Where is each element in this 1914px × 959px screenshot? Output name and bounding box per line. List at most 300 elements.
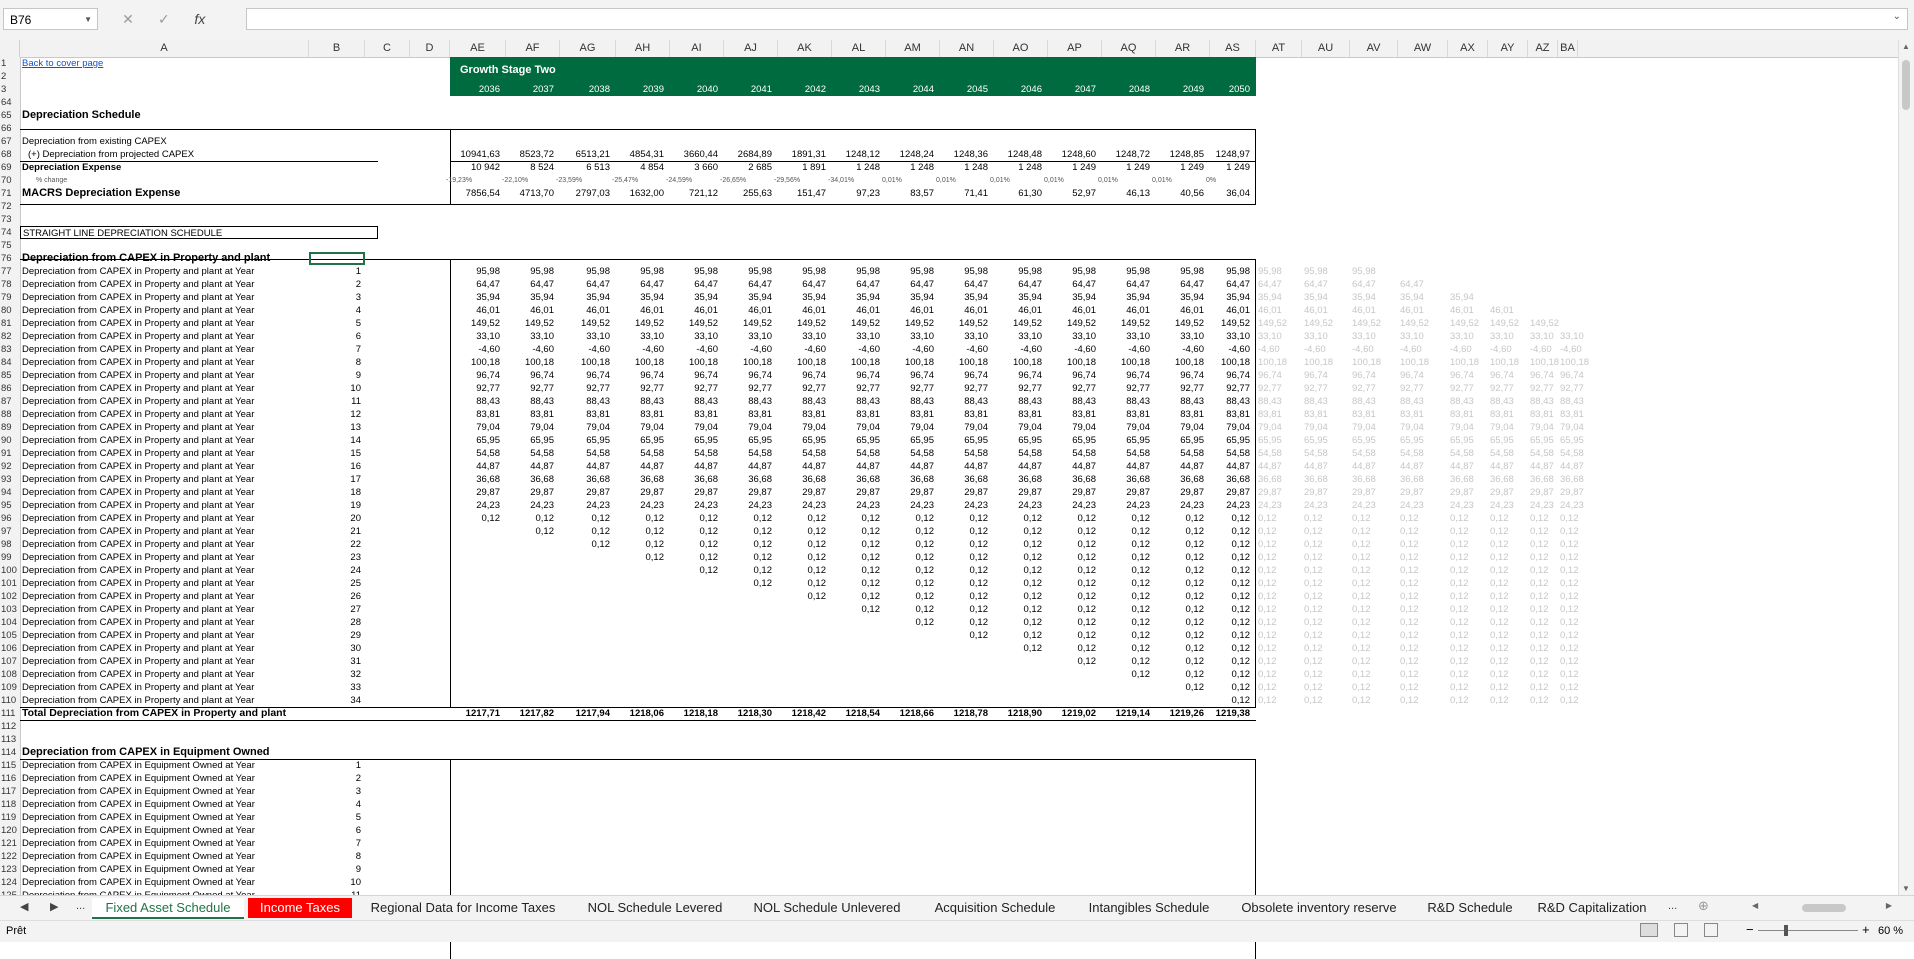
pp-row-label: Depreciation from CAPEX in Property and plant at Year (22, 448, 255, 459)
row-header[interactable]: 118 (1, 799, 17, 810)
column-header-ba[interactable]: BA (1558, 40, 1578, 57)
pp-value: 79,04 (476, 422, 500, 433)
row-header[interactable]: 84 (1, 357, 12, 368)
row-header[interactable]: 72 (1, 201, 12, 212)
pp-projection-value: 0,12 (1352, 539, 1371, 550)
pp-projection-value: 29,87 (1530, 487, 1554, 498)
vertical-scrollbar[interactable] (1898, 40, 1914, 895)
pp-value: 33,10 (530, 331, 554, 342)
pp-value: 35,94 (910, 292, 934, 303)
row-header[interactable]: 110 (1, 695, 17, 706)
column-header-aj[interactable]: AJ (724, 40, 778, 57)
pp-row-label: Depreciation from CAPEX in Property and plant at Year (22, 539, 255, 550)
pp-projection-value: 0,12 (1400, 578, 1419, 589)
row-header[interactable]: 116 (1, 773, 17, 784)
pp-value: 100,18 (958, 357, 988, 368)
enter-icon[interactable]: ✓ (158, 11, 170, 27)
pp-value: 36,68 (586, 474, 610, 485)
pp-value: 35,94 (1072, 292, 1096, 303)
row-header[interactable]: 1 (1, 58, 7, 69)
pp-value: 0,12 (1231, 539, 1250, 550)
eq-row-year: 2 (355, 773, 361, 784)
pp-value: 54,58 (1180, 448, 1204, 459)
projected-capex-value: 1891,31 (791, 149, 826, 160)
tab-nol-schedule-levered[interactable]: NOL Schedule Levered (587, 900, 723, 915)
row-header[interactable]: 67 (1, 136, 12, 147)
row-header[interactable]: 88 (1, 409, 12, 420)
row-header[interactable]: 2 (1, 71, 7, 82)
add-sheet-icon[interactable]: ⊕ (1698, 898, 1709, 913)
row-header[interactable]: 114 (1, 747, 17, 758)
pp-projection-value: 44,87 (1304, 461, 1328, 472)
pp-value: 92,77 (530, 383, 554, 394)
row-header[interactable]: 92 (1, 461, 12, 472)
pp-value: 44,87 (910, 461, 934, 472)
column-header-an[interactable]: AN (940, 40, 994, 57)
column-header-az[interactable]: AZ (1528, 40, 1558, 57)
row-header[interactable]: 76 (1, 253, 12, 264)
row-header[interactable]: 82 (1, 331, 12, 342)
spreadsheet-grid[interactable] (20, 57, 1898, 895)
depreciation-expense-value: 1 248 (856, 162, 880, 173)
row-header[interactable]: 113 (1, 734, 17, 745)
eq-row-year: 9 (355, 864, 361, 875)
pp-value: 79,04 (802, 422, 826, 433)
pp-projection-value: 36,68 (1304, 474, 1328, 485)
macrs-value: 151,47 (796, 188, 826, 199)
column-header-af[interactable]: AF (506, 40, 560, 57)
row-header[interactable]: 106 (1, 643, 17, 654)
pp-projection-value: 83,81 (1258, 409, 1282, 420)
row-header[interactable]: 75 (1, 240, 12, 251)
column-header-ah[interactable]: AH (616, 40, 670, 57)
pp-value: 64,47 (1072, 279, 1096, 290)
column-header-aq[interactable]: AQ (1102, 40, 1156, 57)
pp-projection-value: 0,12 (1450, 565, 1469, 576)
column-header-ar[interactable]: AR (1156, 40, 1210, 57)
pp-projection-value: 95,98 (1352, 266, 1376, 277)
page-layout-view-icon[interactable] (1674, 923, 1688, 937)
pp-value: 0,12 (1185, 682, 1204, 693)
depreciation-expense-value: 8 524 (530, 162, 554, 173)
formula-input[interactable] (246, 8, 1908, 30)
row-header[interactable]: 86 (1, 383, 12, 394)
row-header[interactable]: 66 (1, 123, 12, 134)
scroll-thumb[interactable] (1902, 60, 1910, 110)
pp-value: 83,81 (748, 409, 772, 420)
pp-value: 83,81 (1180, 409, 1204, 420)
tab-r-d-schedule[interactable]: R&D Schedule (1427, 900, 1513, 915)
pp-row-label: Depreciation from CAPEX in Property and plant at Year (22, 630, 255, 641)
pp-value: 24,23 (1180, 500, 1204, 511)
column-header-d[interactable]: D (410, 40, 450, 57)
row-header[interactable]: 79 (1, 292, 12, 303)
pp-value: -4,60 (966, 344, 988, 355)
pp-projection-value: 0,12 (1530, 539, 1549, 550)
column-header-aw[interactable]: AW (1398, 40, 1448, 57)
row-header[interactable]: 103 (1, 604, 17, 615)
pp-projection-value: 0,12 (1490, 578, 1509, 589)
macrs-value: 61,30 (1018, 188, 1042, 199)
row-header[interactable]: 122 (1, 851, 17, 862)
column-header-ao[interactable]: AO (994, 40, 1048, 57)
back-to-cover-link[interactable]: Back to cover page (22, 58, 104, 69)
percent-change-value: -19,23% (446, 177, 473, 184)
pp-value: 95,98 (1180, 266, 1204, 277)
pp-value: 64,47 (1018, 279, 1042, 290)
column-header-ap[interactable]: AP (1048, 40, 1102, 57)
pp-row-label: Depreciation from CAPEX in Property and plant at Year (22, 370, 255, 381)
cancel-icon[interactable]: ✕ (122, 11, 134, 27)
percent-change-value: -23,59% (556, 177, 583, 184)
pp-value: 0,12 (1185, 630, 1204, 641)
pp-value: 54,58 (910, 448, 934, 459)
row-header[interactable]: 81 (1, 318, 12, 329)
tab-fixed-asset-schedule[interactable]: Fixed Asset Schedule (92, 898, 244, 919)
pp-value: 0,12 (915, 617, 934, 628)
pp-row-label: Depreciation from CAPEX in Property and plant at Year (22, 292, 255, 303)
normal-view-icon[interactable] (1640, 923, 1658, 937)
column-header-au[interactable]: AU (1302, 40, 1350, 57)
row-header[interactable]: 98 (1, 539, 12, 550)
row-header[interactable]: 102 (1, 591, 17, 602)
horizontal-scrollbar[interactable] (1752, 902, 1892, 914)
projected-capex-value: 8523,72 (519, 149, 554, 160)
pp-value: 100,18 (688, 357, 718, 368)
tab-r-d-capitalization[interactable]: R&D Capitalization (1537, 900, 1647, 915)
pp-projection-value: 29,87 (1400, 487, 1424, 498)
pp-value: 88,43 (476, 396, 500, 407)
zoom-in-icon[interactable]: + (1862, 922, 1870, 937)
pp-value: 149,52 (1220, 318, 1250, 329)
pp-total-value: 1217,82 (519, 708, 554, 719)
row-header[interactable]: 105 (1, 630, 17, 641)
pp-projection-value: 36,68 (1400, 474, 1424, 485)
percent-change-value: -29,56% (774, 177, 801, 184)
column-header-a[interactable]: A (20, 40, 309, 57)
pp-projection-value: 33,10 (1400, 331, 1424, 342)
pp-value: 0,12 (915, 604, 934, 615)
row-header[interactable]: 87 (1, 396, 12, 407)
column-header-am[interactable]: AM (886, 40, 940, 57)
row-header[interactable]: 74 (1, 227, 12, 238)
column-header-ai[interactable]: AI (670, 40, 724, 57)
pp-projection-value: 0,12 (1490, 552, 1509, 563)
pp-projection-value: 46,01 (1352, 305, 1376, 316)
pp-row-label: Depreciation from CAPEX in Property and plant at Year (22, 695, 255, 706)
row-header[interactable]: 115 (1, 760, 17, 771)
depreciation-expense-value: 3 660 (694, 162, 718, 173)
pp-value: 0,12 (1023, 565, 1042, 576)
pp-value: 0,12 (1131, 656, 1150, 667)
column-header-av[interactable]: AV (1350, 40, 1398, 57)
pp-value: 96,74 (802, 370, 826, 381)
row-header[interactable]: 100 (1, 565, 17, 576)
percent-change-value: 0,01% (936, 177, 956, 184)
pp-value: 149,52 (470, 318, 500, 329)
row-header[interactable]: 121 (1, 838, 17, 849)
pp-projection-value: 44,87 (1450, 461, 1474, 472)
pp-row-year: 22 (350, 539, 361, 550)
pp-projection-value: 92,77 (1304, 383, 1328, 394)
tab-nol-schedule-unlevered[interactable]: NOL Schedule Unlevered (753, 900, 901, 915)
row-header[interactable]: 3 (1, 84, 7, 95)
next-sheet-icon[interactable]: ▶ (50, 901, 59, 913)
row-header[interactable]: 117 (1, 786, 17, 797)
pp-value: 83,81 (586, 409, 610, 420)
pp-value: 29,87 (1072, 487, 1096, 498)
zoom-level[interactable]: 60 % (1878, 925, 1904, 937)
pp-value: 149,52 (634, 318, 664, 329)
pp-value: 149,52 (796, 318, 826, 329)
row-header[interactable]: 64 (1, 97, 12, 108)
row-header[interactable]: 99 (1, 552, 12, 563)
pp-value: 0,12 (1077, 656, 1096, 667)
more-sheets-left[interactable]: ... (76, 900, 86, 912)
pp-value: 0,12 (1131, 617, 1150, 628)
column-header-as[interactable]: AS (1210, 40, 1256, 57)
eq-row-label: Depreciation from CAPEX in Equipment Owned at Year (22, 851, 255, 862)
column-header-at[interactable]: AT (1256, 40, 1302, 57)
expand-formula-icon[interactable]: ⌄ (1892, 11, 1901, 22)
macrs-value: 4713,70 (519, 188, 554, 199)
pp-projection-value: 95,98 (1258, 266, 1282, 277)
eq-row-year: 10 (350, 877, 361, 888)
pp-value: 33,10 (802, 331, 826, 342)
scroll-up-icon[interactable]: ▲ (1902, 42, 1910, 51)
column-header-b[interactable]: B (309, 40, 365, 57)
pp-projection-value: 36,68 (1352, 474, 1376, 485)
projected-capex-value: 1248,24 (899, 149, 934, 160)
pp-value: 0,12 (1131, 604, 1150, 615)
row-header[interactable]: 96 (1, 513, 12, 524)
pp-value: 46,01 (1126, 305, 1150, 316)
row-header[interactable]: 93 (1, 474, 12, 485)
pp-row-label: Depreciation from CAPEX in Property and plant at Year (22, 669, 255, 680)
pp-value: 46,01 (1226, 305, 1250, 316)
pp-row-label: Depreciation from CAPEX in Property and plant at Year (22, 435, 255, 446)
eq-row-label: Depreciation from CAPEX in Equipment Owned at Year (22, 760, 255, 771)
tab-income-taxes[interactable]: Income Taxes (248, 898, 352, 918)
pp-projection-value: 92,77 (1490, 383, 1514, 394)
pp-value: 0,12 (807, 552, 826, 563)
pp-value: 46,01 (586, 305, 610, 316)
pp-value: 0,12 (1231, 656, 1250, 667)
row-header[interactable]: 112 (1, 721, 17, 732)
macrs-value: 36,04 (1226, 188, 1250, 199)
macrs-value: 2797,03 (575, 188, 610, 199)
row-header[interactable]: 123 (1, 864, 17, 875)
pp-projection-value: 0,12 (1258, 513, 1277, 524)
pp-value: 44,87 (640, 461, 664, 472)
pp-projection-value: 79,04 (1560, 422, 1584, 433)
formula-bar (0, 0, 1914, 41)
pp-projection-value: 149,52 (1530, 318, 1560, 329)
pp-value: 54,58 (640, 448, 664, 459)
pp-value: 29,87 (856, 487, 880, 498)
pp-value: 24,23 (476, 500, 500, 511)
projected-capex-value: 1248,97 (1215, 149, 1250, 160)
pp-row-label: Depreciation from CAPEX in Property and plant at Year (22, 578, 255, 589)
pp-value: 0,12 (969, 617, 988, 628)
pp-value: 0,12 (861, 565, 880, 576)
hscroll-thumb[interactable] (1802, 904, 1846, 912)
pp-projection-value: 149,52 (1258, 318, 1288, 329)
pp-row-label: Depreciation from CAPEX in Property and plant at Year (22, 604, 255, 615)
row-header[interactable]: 68 (1, 149, 12, 160)
pp-projection-value: 0,12 (1352, 695, 1371, 706)
pp-projection-value: 149,52 (1352, 318, 1382, 329)
row-header[interactable]: 78 (1, 279, 12, 290)
pp-value: 0,12 (1131, 552, 1150, 563)
row-header[interactable]: 70 (1, 175, 12, 186)
zoom-slider-track[interactable] (1758, 930, 1858, 931)
pp-projection-value: 33,10 (1490, 331, 1514, 342)
pp-value: 92,77 (748, 383, 772, 394)
pp-projection-value: 0,12 (1560, 552, 1579, 563)
pp-value: 64,47 (802, 279, 826, 290)
column-header-ay[interactable]: AY (1488, 40, 1528, 57)
tab-acquisition-schedule[interactable]: Acquisition Schedule (934, 900, 1056, 915)
row-header[interactable]: 104 (1, 617, 17, 628)
pp-projection-value: 0,12 (1530, 565, 1549, 576)
column-header-ak[interactable]: AK (778, 40, 832, 57)
row-header[interactable]: 94 (1, 487, 12, 498)
pp-value: 33,10 (1018, 331, 1042, 342)
tab-obsolete-inventory-reserve[interactable]: Obsolete inventory reserve (1241, 900, 1397, 915)
pp-value: 0,12 (1185, 656, 1204, 667)
row-header[interactable]: 101 (1, 578, 17, 589)
row-header[interactable]: 119 (1, 812, 17, 823)
page-break-view-icon[interactable] (1704, 923, 1718, 937)
pp-projection-value: 44,87 (1352, 461, 1376, 472)
pp-row-label: Depreciation from CAPEX in Property and plant at Year (22, 305, 255, 316)
tab-regional-data-for-income-taxes[interactable]: Regional Data for Income Taxes (370, 900, 556, 915)
zoom-out-icon[interactable]: − (1746, 922, 1754, 937)
row-header[interactable]: 108 (1, 669, 17, 680)
prev-sheet-icon[interactable]: ◀ (20, 901, 29, 913)
row-header[interactable]: 120 (1, 825, 17, 836)
percent-change-value: 0,01% (990, 177, 1010, 184)
pp-value: 36,68 (1226, 474, 1250, 485)
column-header-c[interactable]: C (365, 40, 410, 57)
row-header[interactable]: 90 (1, 435, 12, 446)
scroll-right-icon[interactable]: ▶ (1885, 901, 1892, 910)
pp-projection-value: 0,12 (1400, 682, 1419, 693)
projected-capex-value: 1248,60 (1061, 149, 1096, 160)
scroll-down-icon[interactable]: ▼ (1902, 884, 1910, 893)
pp-value: 0,12 (1231, 617, 1250, 628)
pp-projection-value: 64,47 (1400, 279, 1424, 290)
pp-value: 83,81 (640, 409, 664, 420)
scroll-left-icon[interactable]: ◀ (1752, 901, 1759, 910)
column-header-ag[interactable]: AG (560, 40, 616, 57)
row-header[interactable]: 111 (1, 708, 16, 719)
more-sheets-right[interactable]: ... (1668, 900, 1678, 912)
pp-projection-value: 54,58 (1304, 448, 1328, 459)
pp-value: 96,74 (856, 370, 880, 381)
name-box[interactable] (3, 8, 98, 30)
row-header[interactable]: 71 (1, 188, 12, 199)
pp-value: 46,01 (1180, 305, 1204, 316)
pp-value: 0,12 (1231, 565, 1250, 576)
row-header[interactable]: 91 (1, 448, 12, 459)
pp-value: 65,95 (1126, 435, 1150, 446)
pp-projection-value: 0,12 (1560, 539, 1579, 550)
year-header: 2039 (642, 84, 664, 95)
eq-row-year: 7 (355, 838, 361, 849)
pp-projection-value: 0,12 (1530, 669, 1549, 680)
pp-value: 100,18 (524, 357, 554, 368)
row-header[interactable]: 107 (1, 656, 17, 667)
row-header[interactable]: 83 (1, 344, 12, 355)
pp-projection-value: 0,12 (1304, 591, 1323, 602)
row-header[interactable]: 109 (1, 682, 17, 693)
pp-value: 0,12 (1185, 643, 1204, 654)
row-header[interactable]: 124 (1, 877, 17, 888)
pp-projection-value: 88,43 (1490, 396, 1514, 407)
chevron-down-icon[interactable]: ▼ (84, 15, 92, 24)
select-all-corner[interactable] (0, 40, 20, 57)
pp-projection-value: 96,74 (1530, 370, 1554, 381)
row-header[interactable]: 97 (1, 526, 12, 537)
row-header[interactable]: 80 (1, 305, 12, 316)
pp-value: 0,12 (753, 513, 772, 524)
pp-value: 24,23 (910, 500, 934, 511)
pp-value: 44,87 (1126, 461, 1150, 472)
column-header-ae[interactable]: AE (450, 40, 506, 57)
pp-value: 0,12 (915, 552, 934, 563)
column-header-al[interactable]: AL (832, 40, 886, 57)
pp-projection-value: 79,04 (1490, 422, 1514, 433)
row-header[interactable]: 85 (1, 370, 12, 381)
pp-projection-value: 100,18 (1352, 357, 1382, 368)
function-icon[interactable]: fx (194, 11, 206, 27)
pp-projection-value: 0,12 (1352, 643, 1371, 654)
row-header[interactable]: 77 (1, 266, 12, 277)
pp-value: 0,12 (753, 552, 772, 563)
row-header[interactable]: 95 (1, 500, 12, 511)
pp-box-right (1255, 259, 1256, 707)
row-header[interactable]: 65 (1, 110, 12, 121)
pp-projection-value: 24,23 (1258, 500, 1282, 511)
pp-value: 0,12 (1231, 695, 1250, 706)
zoom-slider-thumb[interactable] (1784, 925, 1788, 936)
pp-value: 0,12 (753, 565, 772, 576)
pp-value: 65,95 (1072, 435, 1096, 446)
pp-value: 79,04 (964, 422, 988, 433)
pp-value: 54,58 (694, 448, 718, 459)
tab-intangibles-schedule[interactable]: Intangibles Schedule (1088, 900, 1210, 915)
row-header[interactable]: 69 (1, 162, 12, 173)
pp-value: 24,23 (802, 500, 826, 511)
row-header[interactable]: 73 (1, 214, 12, 225)
pp-value: 83,81 (910, 409, 934, 420)
pp-projection-value: 88,43 (1450, 396, 1474, 407)
column-header-ax[interactable]: AX (1448, 40, 1488, 57)
pp-projection-value: 0,12 (1352, 513, 1371, 524)
pp-value: 96,74 (1126, 370, 1150, 381)
pp-row-year: 20 (350, 513, 361, 524)
pp-projection-value: 0,12 (1450, 669, 1469, 680)
pp-value: 54,58 (748, 448, 772, 459)
row-header[interactable]: 89 (1, 422, 12, 433)
pp-value: 149,52 (1012, 318, 1042, 329)
pp-value: 46,01 (964, 305, 988, 316)
pp-value: 96,74 (530, 370, 554, 381)
pp-value: 149,52 (1174, 318, 1204, 329)
pp-projection-value: -4,60 (1258, 344, 1280, 355)
